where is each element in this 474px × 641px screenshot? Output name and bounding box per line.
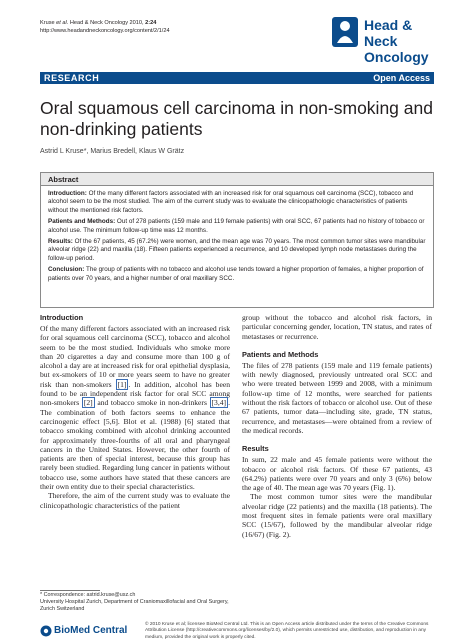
abstract-header <box>41 173 433 186</box>
copyright-notice: © 2010 Kruse et al; licensee BioMed Central Ltd. This is an Open Access article distributed under the terms of the Creative Commons Attribution License (http://creativecommons.org/licenses/by/2.0), which permits unrestricted use, distribution, and reproduction in any medium, provided the original work is properly cited. <box>145 622 429 640</box>
methods-paragraph: The files of 278 patients (159 male and 119 female patients) with newly diagnosed, previously untreated oral SCC and who were treated between 1999 and 2008, with a minimum follow-up time of 12 months, were searched for patients without the risk factors of tobacco or alcohol use. Out of these 67 patients, tumor data—including site, grade, TN status, recurrence, and metastases—were obtained from a review of the medical records. <box>242 360 432 435</box>
intro-text-4: . The combination of both factors seems to enhance the carcinogenic effect [5,6]. Blot et al. (1988) [6] stated that tobacco smoking combined with alcohol drinking accounted for approximately three-fourths of all oral and pharyngeal cancers in the United States. However, the other fourth of patients are then of special interest, because this group has rarely been studied. Regarding lung cancer in patients without tobacco use, some authors have stated that these cancers are their own entity due to their special characteristics. <box>40 398 230 492</box>
body-right-column <box>242 313 432 539</box>
article-citation <box>40 19 340 35</box>
abstract-box <box>40 172 434 308</box>
journal-emblem-icon <box>330 15 360 49</box>
abstract-results <box>48 238 428 263</box>
introduction-paragraph <box>40 324 230 491</box>
intro-text-3: and tobacco smoke in non-drinkers <box>94 398 210 408</box>
footnote-divider <box>40 590 100 591</box>
abstract-results-label: Results: <box>48 238 73 246</box>
citation-authors: Kruse <box>40 20 57 26</box>
abstract-heading: Abstract <box>48 175 79 184</box>
introduction-heading: Introduction <box>40 313 84 322</box>
abstract-intro-text: Of the many different factors associated with an increased risk for oral squamous cell carcinoma (SCC), tobacco and alcohol seem to be the most studied. The aim of the current study was to evaluate the clinicopathologic characteristics of patients without the mentioned risk factors. <box>48 190 414 214</box>
correspondence-footnote <box>40 592 230 613</box>
abstract-conclusion-text: The group of patients with no tobacco and alcohol use tends toward a higher proportion of females, a higher proportion of patients over 70 years, and a higher number of oral maxillary SCC. <box>48 266 424 282</box>
citation-volume: 2:24 <box>145 20 157 26</box>
citation-etal: et al. <box>56 20 69 26</box>
article-type-label: RESEARCH <box>44 73 100 83</box>
abstract-results-text: Of the 67 patients, 45 (67.2%) were women, and the mean age was 70 years. The most common tumor sites were mandibular alveolar ridge (22) and maxilla (18). Fifteen patients experienced a recurrence, and 10 developed lymph node metastases during the follow-up period. <box>48 238 426 262</box>
reference-link[interactable]: [3,4] <box>211 398 227 408</box>
publisher-emblem-icon <box>40 625 52 637</box>
aim-continuation: group without the tobacco and alcohol risk factors, in particular concerning gender, location, TN status, and rates of metastases or recurrence. <box>242 313 432 341</box>
open-access-label: Open Access <box>373 73 430 83</box>
abstract-methods-label: Patients and Methods: <box>48 218 116 226</box>
body-left-column <box>40 313 230 510</box>
abstract-introduction <box>48 190 428 215</box>
article-authors: Astrid L Kruse*, Marius Bredell, Klaus W Grätz <box>40 148 185 155</box>
publisher-logo <box>40 625 140 639</box>
aim-paragraph: Therefore, the aim of the current study was to evaluate the clinicopathologic characteristics of the patient <box>40 491 230 510</box>
journal-name-line2: Oncology <box>364 49 429 65</box>
results-paragraph-2: The most common tumor sites were the mandibular alveolar ridge (22 patients) and the maxilla (18 patients). The most frequent sites in female patients were oral maxillary SCC (15/67), followed by the mandibular alveolar ridge (16/67) (Fig. 2). <box>242 492 432 539</box>
citation-url[interactable]: http://www.headandneckoncology.org/content/2/1/24 <box>40 28 170 34</box>
abstract-conclusion-label: Conclusion: <box>48 266 85 274</box>
intro-text-1: Of the many different factors associated with an increased risk for oral squamous cell carcinoma (SCC), tobacco and alcohol seem to be the most studied. Individuals who smoke more than 20 cigarettes a day and consume more than 100 g of alcohol a day are at increased risk for oral epithelial dysplasia, but ex-smokers of 10 or more years seem to have no greater risk than non-smokers <box>40 324 230 389</box>
citation-journal: Head & Neck Oncology 2010, <box>68 20 146 26</box>
journal-logo <box>330 15 440 65</box>
journal-name-line1: Head & Neck <box>364 17 413 49</box>
article-type-banner <box>40 72 434 84</box>
author-affiliation: University Hospital Zurich, Department of Craniomaxillofacial and Oral Surgery, Zurich Switzerland <box>40 599 229 612</box>
abstract-body <box>48 190 428 286</box>
intro-text-2: . In addition, alcohol has been found to be an independent risk factor for oral SCC among non-smokers <box>40 379 231 408</box>
abstract-methods <box>48 218 428 235</box>
methods-heading: Patients and Methods <box>242 349 319 359</box>
abstract-conclusion <box>48 266 428 283</box>
publisher-name: BioMed Central <box>54 625 128 636</box>
abstract-methods-text: Out of 278 patients (159 male and 119 female patients) with oral SCC, 67 patients had no history of tobacco or alcohol use. The minimum follow-up time was 12 months. <box>48 218 425 234</box>
reference-link[interactable]: [1] <box>117 379 127 389</box>
results-paragraph-1: In sum, 22 male and 45 female patients were without the tobacco or alcohol risk factors. Of these 67 patients, 43 (64.2%) patients were over 70 years and only 3 (6%) below the age of 40. The mean age was 70 years (Fig. 1). <box>242 455 432 493</box>
abstract-intro-label: Introduction: <box>48 190 87 197</box>
article-title: Oral squamous cell carcinoma in non-smoking and non-drinking patients <box>40 98 433 139</box>
reference-link[interactable]: [2] <box>83 398 93 408</box>
results-heading: Results <box>242 444 269 454</box>
correspondence-email[interactable]: * Correspondence: astrid.kruse@usz.ch <box>40 592 136 598</box>
